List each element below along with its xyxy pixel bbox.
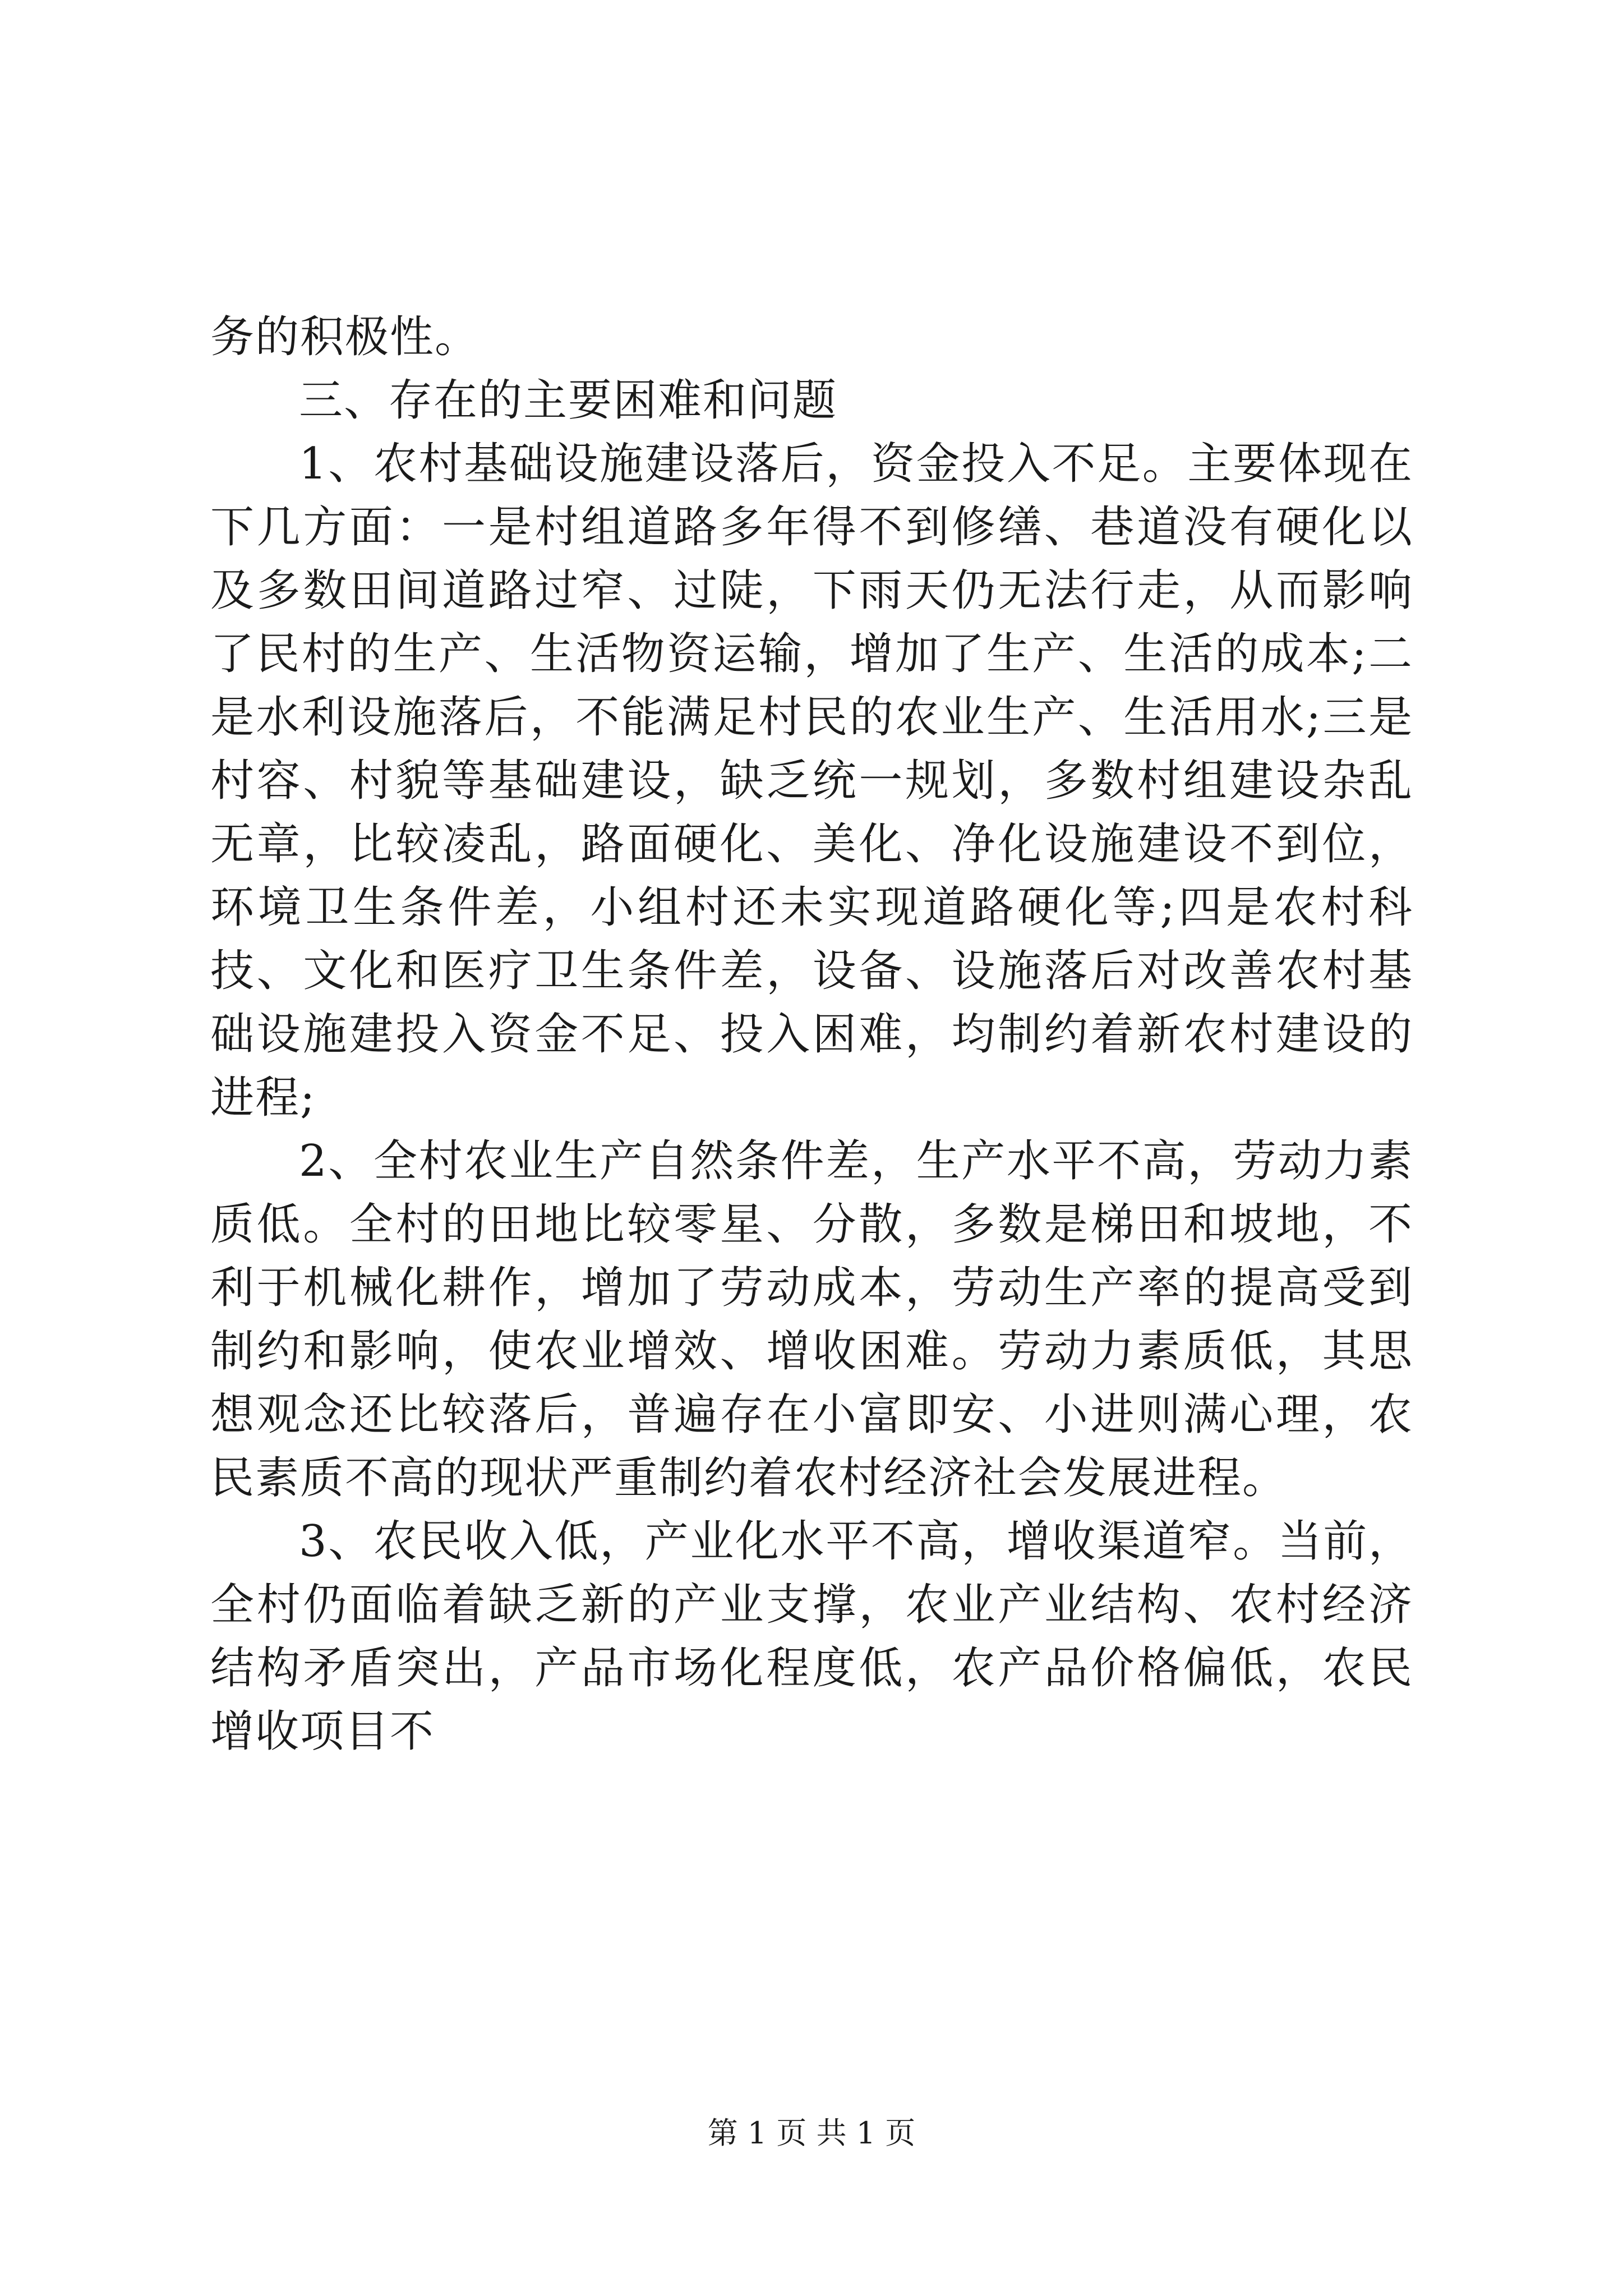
paragraph-item-2: 2、全村农业生产自然条件差，生产水平不高，劳动力素质低。全村的田地比较零星、分散，多数是梯田和坡地，不利于机械化耕作，增加了劳动成本，劳动生产率的提高受到制约和影响，使农业增效、增收困难。劳动力素质低，其思想观念还比较落后，普遍存在小富即安、小进则满心理，农民素质不高的现状严重制约着农村经济社会发展进程。 (210, 1136, 1413, 1503)
page-footer: 第 1 页 共 1 页 (707, 2115, 916, 2151)
section-heading: 三、存在的主要困难和问题 (299, 375, 838, 426)
paragraph-continuation: 务的积极性。 (210, 312, 480, 362)
paragraph-item-1: 1、农村基础设施建设落后，资金投入不足。主要体现在下几方面：一是村组道路多年得不到修缮、巷道没有硬化以及多数田间道路过窄、过陡，下雨天仍无法行走，从而影响了民村的生产、生活物资运输，增加了生产、生活的成本;二是水利设施落后，不能满足村民的农业生产、生活用水;三是村容、村貌等基础建设，缺乏统一规划，多数村组建设杂乱无章，比较凌乱，路面硬化、美化、净化设施建设不到位，环境卫生条件差，小组村还未实现道路硬化等;四是农村科技、文化和医疗卫生条件差，设备、设施落后对改善农村基础设施建投入资金不足、投入困难，均制约着新农村建设的进程; (210, 439, 1413, 1123)
paragraph-item-3: 3、农民收入低，产业化水平不高，增收渠道窄。当前，全村仍面临着缺乏新的产业支撑，农业产业结构、农村经济结构矛盾突出，产品市场化程度低，农产品价格偏低，农民增收项目不 (210, 1516, 1413, 1757)
document-body (210, 306, 1413, 1764)
